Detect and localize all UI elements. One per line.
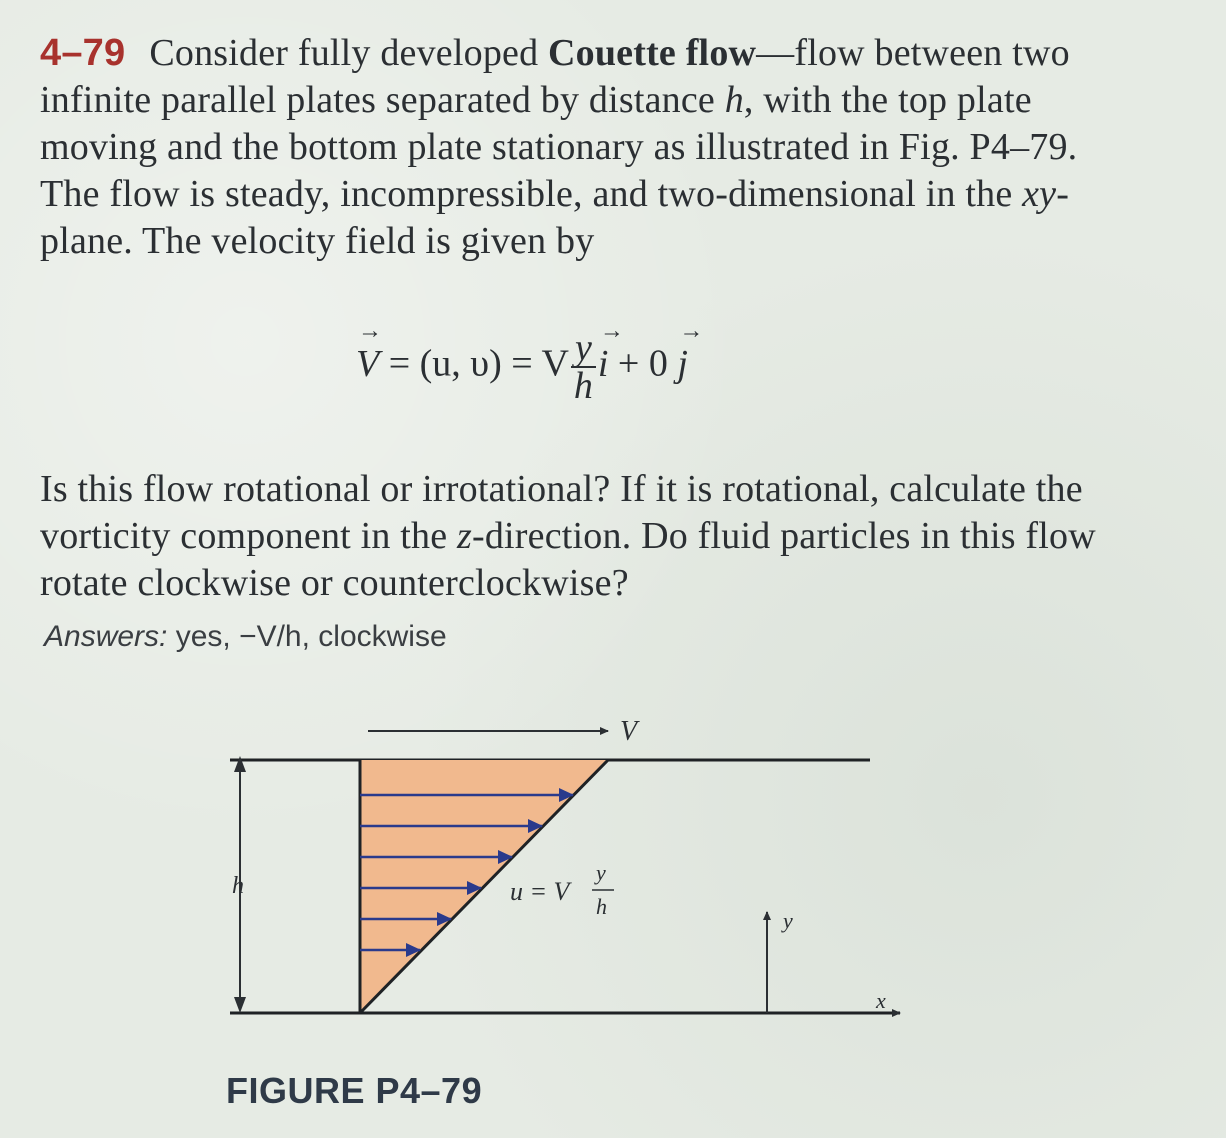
intro-text: Consider fully developed <box>149 32 548 74</box>
y-axis-label: y <box>783 908 793 933</box>
x-axis-label: x <box>876 988 886 1013</box>
fraction-denominator: h <box>573 365 593 407</box>
answers-label: Answers: <box>44 620 168 653</box>
answers-line <box>44 620 447 654</box>
body-text-3: -plane. The velocity field is given by <box>40 173 1070 262</box>
question-text-1: Is this flow rotational or irrotational? If it is rotational, calculate the vorticity component in the <box>40 468 1083 557</box>
question-text-2: -direction. Do fluid particles in this flow rotate clockwise or counterclockwise? <box>40 515 1096 604</box>
j-unit-vector: → j <box>677 342 688 386</box>
velocity-field-equation <box>356 327 688 407</box>
top-velocity-label: V <box>620 716 638 747</box>
fraction-numerator: y <box>571 330 596 368</box>
plus-zero: + 0 <box>608 342 678 385</box>
h-symbol: h <box>724 79 744 121</box>
profile-fraction-numerator: y <box>596 860 606 885</box>
problem-number: 4–79 <box>40 32 126 74</box>
couette-flow-figure <box>220 700 920 1040</box>
question-text <box>40 466 1102 607</box>
xy-symbol: xy <box>1022 173 1057 215</box>
profile-fraction-denominator: h <box>596 894 607 919</box>
height-arrowhead-top <box>234 756 246 772</box>
figure-caption: FIGURE P4–79 <box>226 1070 483 1111</box>
profile-u-label: u = V <box>510 877 570 906</box>
i-unit-vector: → i <box>598 342 609 386</box>
body-text-1: —flow between two infinite parallel plates separated by distance <box>40 32 1070 121</box>
velocity-vector-symbol: → V <box>356 342 379 386</box>
height-arrowhead-bottom <box>234 997 246 1013</box>
z-symbol: z <box>456 515 472 557</box>
body-text-2: , with the top plate moving and the bottom plate stationary as illustrated in Fig. P4–79. The flow is steady, incompressible, and two-dimensional in the <box>40 79 1078 215</box>
couette-flow-term: Couette flow <box>547 32 757 74</box>
problem-statement <box>40 30 1120 265</box>
y-over-h-fraction <box>571 327 596 407</box>
answers-value: yes, −V/h, clockwise <box>167 620 447 653</box>
height-label: h <box>232 873 244 899</box>
equation-middle: = (u, υ) = V <box>379 342 569 385</box>
